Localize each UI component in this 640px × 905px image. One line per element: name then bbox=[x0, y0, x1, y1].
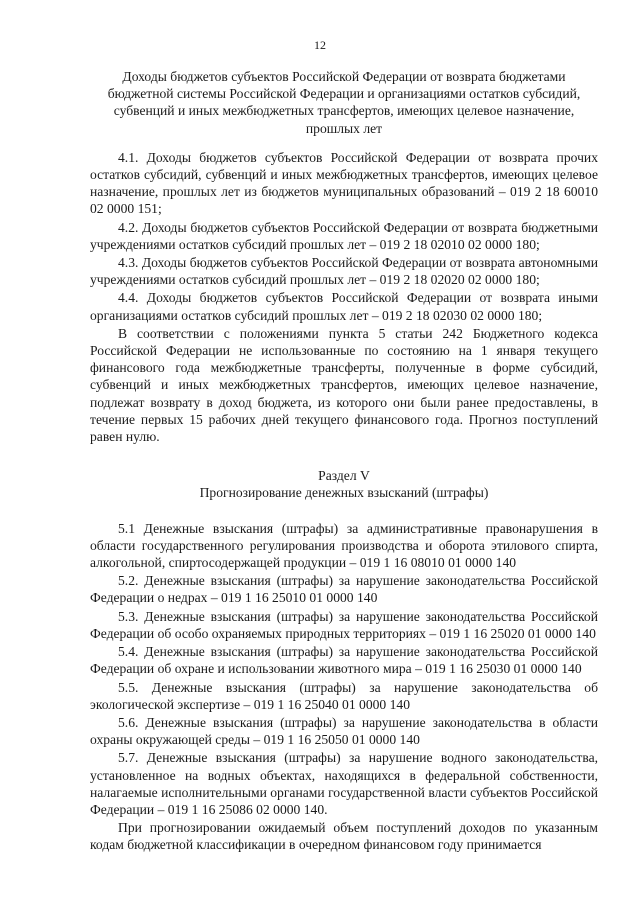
section-label: Раздел V bbox=[318, 468, 370, 484]
fine-item-5-3: 5.3. Денежные взыскания (штрафы) за нарушение законодательства Российской Федерации об особо охраняемых природных территориях – 019 1 16 25020 01 0000 140 bbox=[90, 608, 598, 641]
income-note: В соответствии с положениями пункта 5 статьи 242 Бюджетного кодекса Российской Федерации не использованные по состоянию на 1 января текущего финансового года межбюджетные трансферты, полученные в форме субсидий, субвенций и иных межбюджетных трансфертов, имеющих целевое назначение, подлежат возврату в доход бюджета, из которого они были ранее предоставлены, в течение первых 15 рабочих дней текущего финансового года. Прогноз поступлений равен нулю. bbox=[90, 325, 598, 445]
page-number: 12 bbox=[314, 38, 326, 52]
closing-paragraph: При прогнозировании ожидаемый объем поступлений доходов по указанным кодам бюджетной классификации в очередном финансовом году принимается bbox=[90, 820, 598, 853]
fine-item-5-2: 5.2. Денежные взыскания (штрафы) за нарушение законодательства Российской Федерации о недрах – 019 1 16 25010 01 0000 140 bbox=[90, 573, 598, 606]
income-item-4-1: 4.1. Доходы бюджетов субъектов Российской Федерации от возврата прочих остатков субсидий, субвенций и иных межбюджетных трансфертов, имеющих целевое назначение, прошлых лет из бюджетов муниципальных образований – 019 2 18 60010 02 0000 151; bbox=[90, 149, 598, 217]
document-heading: Доходы бюджетов субъектов Российской Федерации от возврата бюджетами бюджетной системы Российской Федерации и организациями остатков субсидий, субвенций и иных межбюджетных трансфертов, имеющих целевое назначение, прошлых лет bbox=[107, 69, 581, 136]
fine-item-5-4: 5.4. Денежные взыскания (штрафы) за нарушение законодательства Российской Федерации об охране и использовании животного мира – 019 1 16 25030 01 0000 140 bbox=[90, 644, 598, 677]
income-item-4-4: 4.4. Доходы бюджетов субъектов Российской Федерации от возврата иными организациями остатков субсидий прошлых лет – 019 2 18 02030 02 0000 180; bbox=[90, 290, 598, 323]
fine-item-5-5: 5.5. Денежные взыскания (штрафы) за нарушение законодательства об экологической экспертизе – 019 1 16 25040 01 0000 140 bbox=[90, 679, 598, 712]
fine-item-5-1: 5.1 Денежные взыскания (штрафы) за административные правонарушения в области государственного регулирования производства и оборота этилового спирта, алкогольной, спиртосодержащей продукции – 019 1 16 08010 01 0000 140 bbox=[90, 520, 598, 571]
income-item-4-3: 4.3. Доходы бюджетов субъектов Российской Федерации от возврата автономными учреждениями остатков субсидий прошлых лет – 019 2 18 02020 02 0000 180; bbox=[90, 255, 598, 288]
fine-item-5-7: 5.7. Денежные взыскания (штрафы) за нарушение водного законодательства, установленное на водных объектах, находящихся в федеральной собственности, налагаемые исполнительными органами государственной власти субъектов Российской Федерации – 019 1 16 25086 02 0000 140. bbox=[90, 750, 598, 817]
income-item-4-2: 4.2. Доходы бюджетов субъектов Российской Федерации от возврата бюджетными учреждениями остатков субсидий прошлых лет – 019 2 18 02010 02 0000 180; bbox=[90, 219, 598, 252]
document-body bbox=[90, 68, 598, 855]
section-title: Прогнозирование денежных взысканий (штрафы) bbox=[199, 485, 489, 501]
fine-item-5-6: 5.6. Денежные взыскания (штрафы) за нарушение законодательства в области охраны окружающей среды – 019 1 16 25050 01 0000 140 bbox=[90, 714, 598, 748]
